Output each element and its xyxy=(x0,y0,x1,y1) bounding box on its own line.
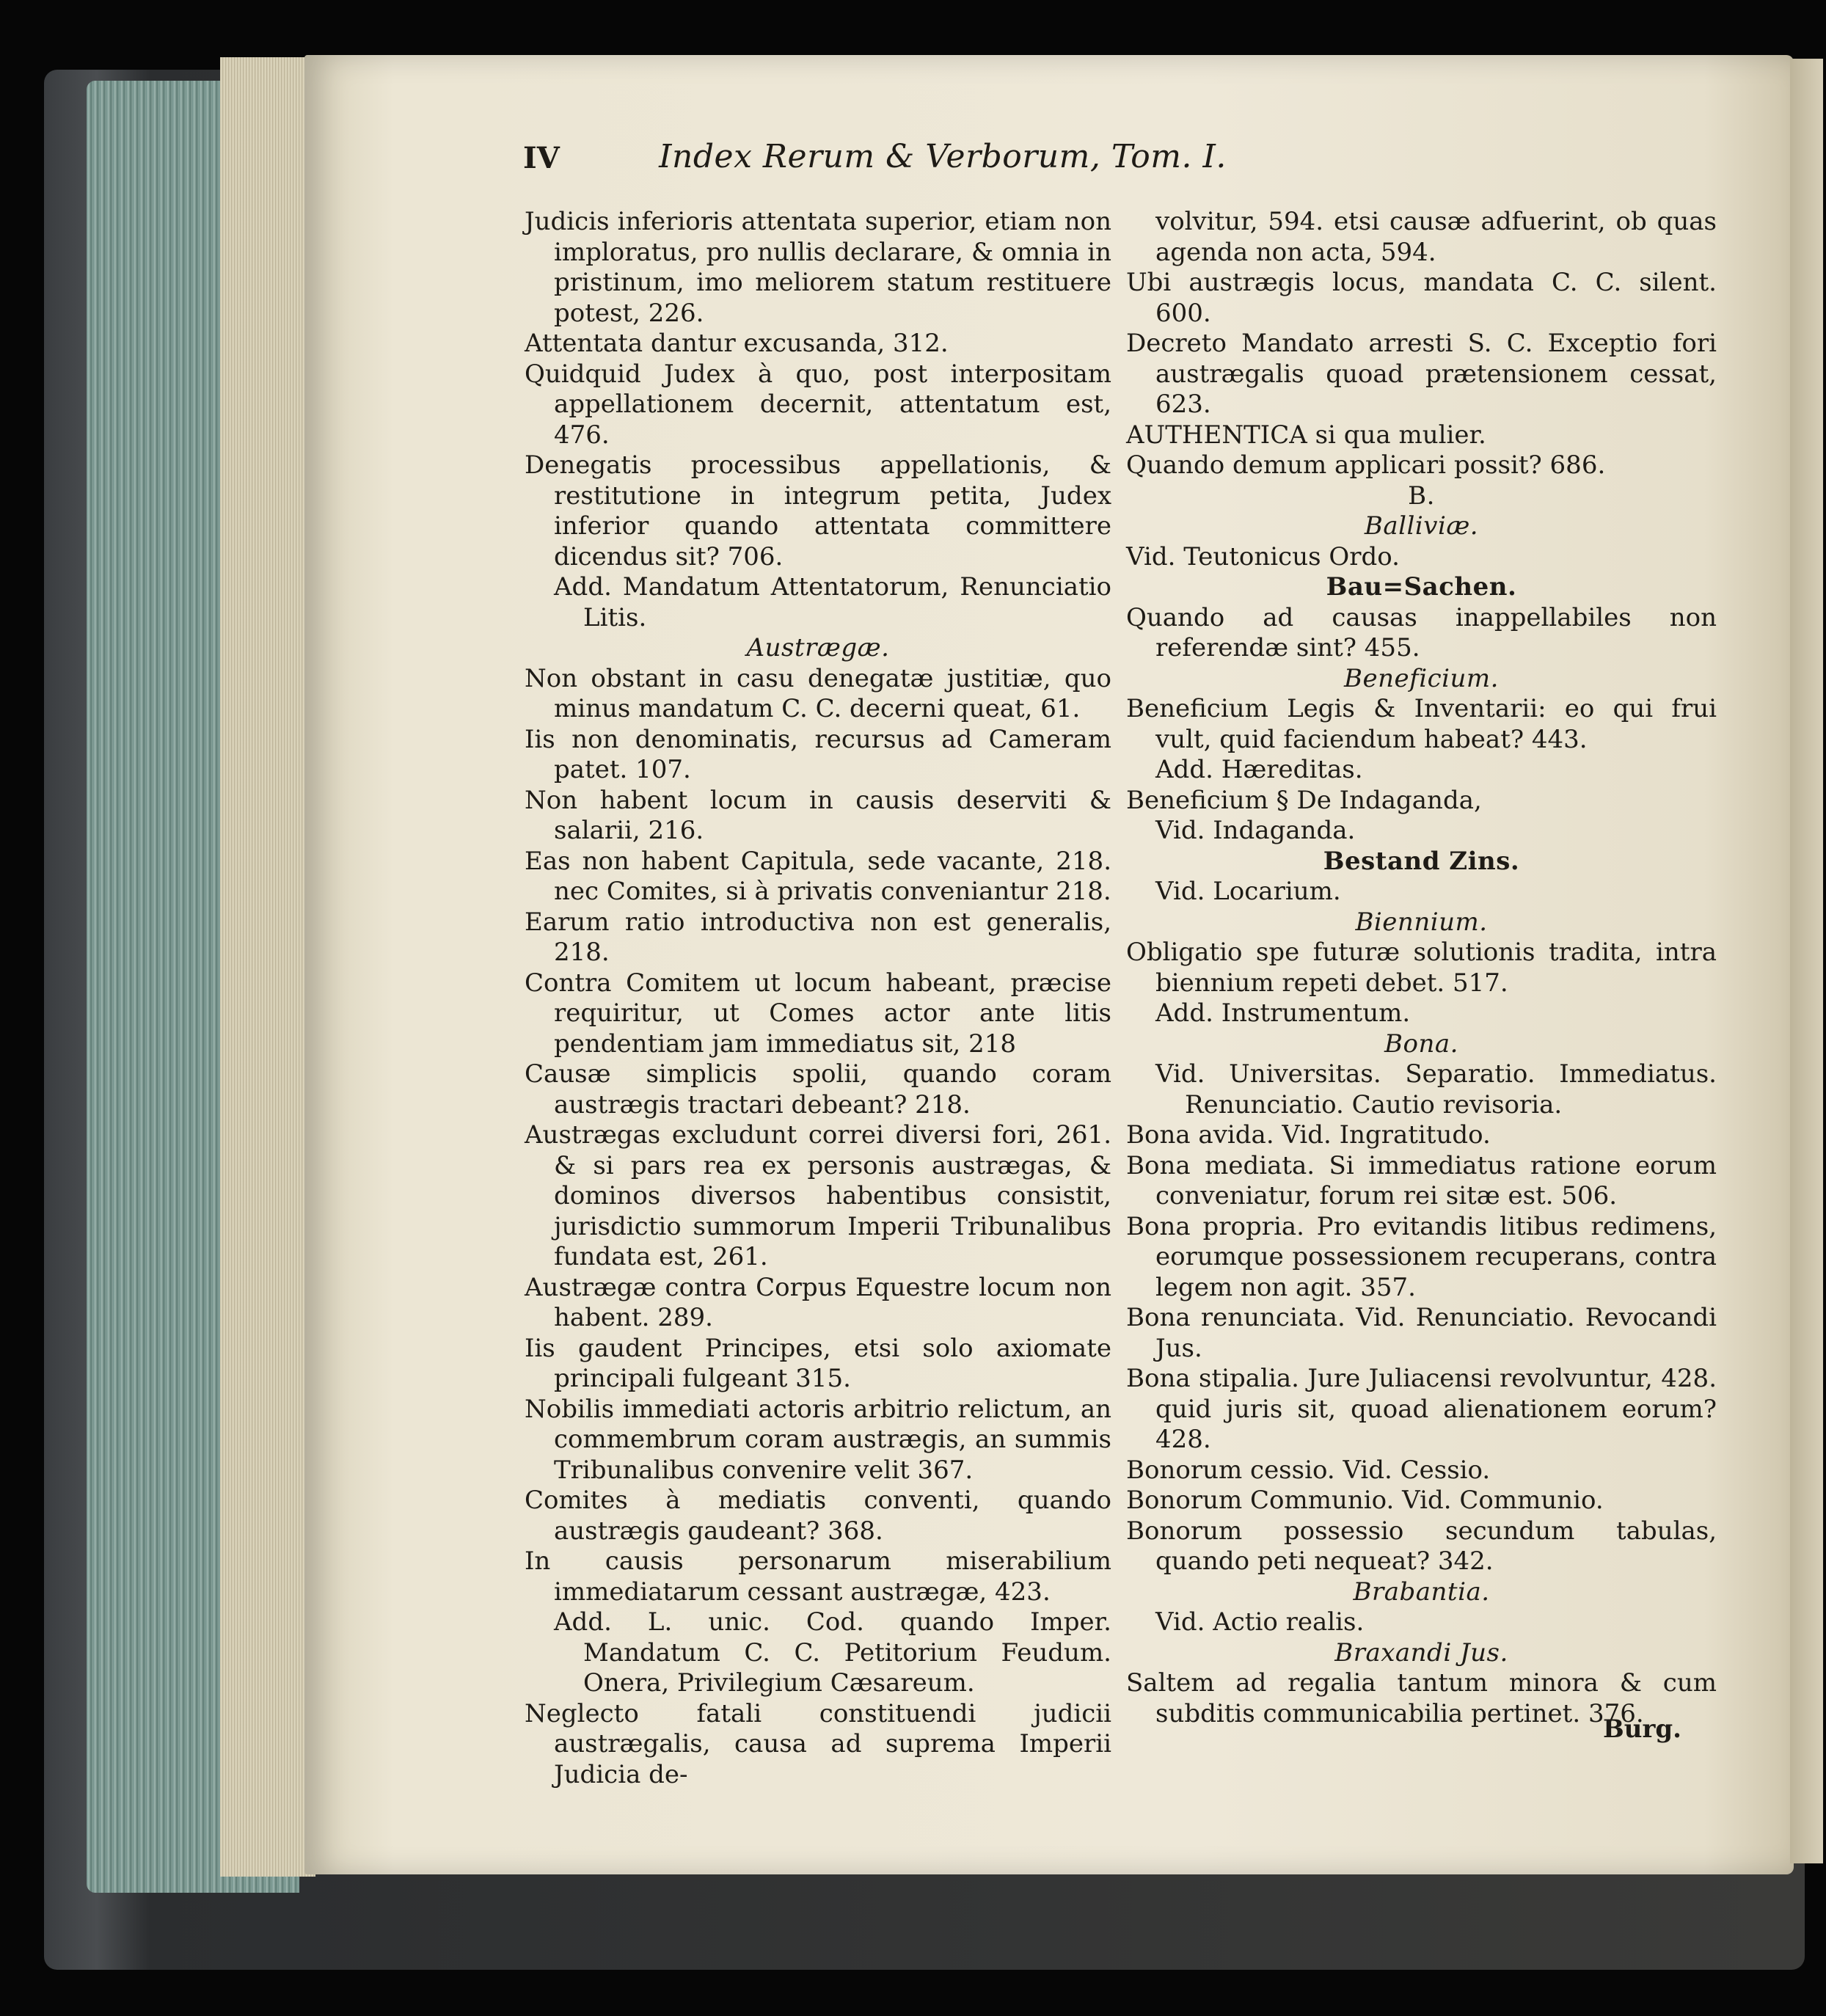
left-index-entry: Denegatis processibus appellationis, & restitutione in integrum petita, Judex inferior quando attentata committere dicendus sit? 706. xyxy=(525,450,1111,571)
right-index-entry: Quando demum applicari possit? 686. xyxy=(1126,450,1606,480)
left-section-heading: Austrægæ. xyxy=(746,633,890,662)
page-number: IV xyxy=(523,141,560,175)
right-index-entry: Bonorum Communio. Vid. Communio. xyxy=(1126,1486,1604,1515)
right-section-heading: Balliviæ. xyxy=(1364,511,1479,541)
right-section-heading: Beneficium. xyxy=(1344,663,1499,693)
left-index-entry: Quidquid Judex à quo, post interpositam appellationem decernit, attentatum est, 476. xyxy=(525,359,1111,450)
left-index-entry: Comites à mediatis conventi, quando austrægis gaudeant? 368. xyxy=(525,1486,1111,1546)
left-index-entry: Non habent locum in causis deserviti & salarii, 216. xyxy=(525,785,1111,845)
right-index-entry: Quando ad causas inappellabiles non referendæ sint? 455. xyxy=(1126,602,1717,662)
right-index-entry: Bona avida. Vid. Ingratitudo. xyxy=(1126,1120,1491,1150)
right-section-heading: Braxandi Jus. xyxy=(1334,1637,1508,1668)
left-index-entry: Causæ simplicis spolii, quando coram austrægis tractari debeant? 218. xyxy=(525,1059,1111,1120)
right-section-heading: Brabantia. xyxy=(1353,1577,1490,1607)
right-cross-reference: Vid. Indaganda. xyxy=(1155,816,1356,845)
right-index-entry: Saltem ad regalia tantum minora & cum subditis communicabilia pertinet. 376. xyxy=(1126,1668,1717,1728)
right-cross-reference: Add. Instrumentum. xyxy=(1155,998,1411,1028)
right-index-entry: Vid. Teutonicus Ordo. xyxy=(1126,541,1400,571)
left-cross-reference: Add. L. unic. Cod. quando Imper. Mandatum C. C. Petitorium Feudum. Onera, Privilegium Cæsareum. xyxy=(554,1607,1111,1698)
right-index-entry: Bona mediata. Si immediatus ratione eorum conveniatur, forum rei sitæ est. 506. xyxy=(1126,1150,1717,1210)
index-column-right xyxy=(1126,207,1717,1733)
right-section-heading: Bona. xyxy=(1384,1029,1458,1059)
right-index-entry: Bona stipalia. Jure Juliacensi revolvuntur, 428. quid juris sit, quoad alienationem eorum? 428. xyxy=(1126,1364,1717,1454)
right-index-entry: Obligatio spe futuræ solutionis tradita, intra biennium repeti debet. 517. xyxy=(1126,938,1717,998)
left-index-entry: Austrægas excludunt correi diversi fori, 261. & si pars rea ex personis austrægas, & dominos diversos habentibus consistit, jurisdictio summorum Imperii Tribunalibus fundata est, 261. xyxy=(525,1120,1111,1271)
right-index-entry: Bonorum possessio secundum tabulas, quando peti nequeat? 342. xyxy=(1126,1516,1717,1576)
right-index-entry: Decreto Mandato arresti S. C. Exceptio fori austrægalis quoad prætensionem cessat, 623. xyxy=(1126,329,1717,419)
right-cross-reference: Vid. Actio realis. xyxy=(1155,1607,1365,1637)
right-section-heading: Bestand Zins. xyxy=(1323,846,1520,876)
index-column-left xyxy=(525,207,1111,1789)
left-index-entry: Attentata dantur excusanda, 312. xyxy=(525,329,949,358)
left-index-entry: Austrægæ contra Corpus Equestre locum non habent. 289. xyxy=(525,1272,1111,1332)
running-head-title: Index Rerum & Verborum, Tom. I. xyxy=(659,138,1227,175)
right-index-entry: Ubi austrægis locus, mandata C. C. silent. 600. xyxy=(1126,268,1717,328)
right-cross-reference: Vid. Locarium. xyxy=(1155,877,1341,906)
left-index-entry: Non obstant in casu denegatæ justitiæ, quo minus mandatum C. C. decerni queat, 61. xyxy=(525,663,1111,723)
right-section-heading: Biennium. xyxy=(1355,907,1488,937)
left-index-entry: Earum ratio introductiva non est generalis, 218. xyxy=(525,907,1111,967)
left-index-entry: Contra Comitem ut locum habeant, præcise requiritur, ut Comes actor ante litis pendentiam jam immediatus sit, 218 xyxy=(525,968,1111,1059)
right-letter-heading: B. xyxy=(1408,481,1435,511)
right-index-entry: Bona renunciata. Vid. Renunciatio. Revocandi Jus. xyxy=(1126,1303,1717,1363)
right-index-entry: Bonorum cessio. Vid. Cessio. xyxy=(1126,1455,1491,1485)
catchword: Burg. xyxy=(1603,1714,1681,1744)
right-section-heading: Bau=Sachen. xyxy=(1326,572,1517,602)
left-index-entry: Nobilis immediati actoris arbitrio relictum, an commembrum coram austrægis, an summis Tribunalibus convenire velit 367. xyxy=(525,1394,1111,1485)
left-index-entry: In causis personarum miserabilium immediatarum cessant austrægæ, 423. xyxy=(525,1546,1111,1607)
right-index-entry: AUTHENTICA si qua mulier. xyxy=(1126,420,1486,450)
right-index-entry: Beneficium § De Indaganda, xyxy=(1126,785,1482,815)
right-index-entry: Bona propria. Pro evitandis litibus redimens, eorumque possessionem recuperans, contra legem non agit. 357. xyxy=(1126,1211,1717,1302)
left-index-entry: Judicis inferioris attentata superior, etiam non imploratus, pro nullis declarare, & omnia in pristinum, imo meliorem statum restituere potest, 226. xyxy=(525,207,1111,328)
right-cross-reference: Add. Hæreditas. xyxy=(1155,755,1363,784)
right-index-entry: Beneficium Legis & Inventarii: eo qui frui vult, quid faciendum habeat? 443. xyxy=(1126,694,1717,754)
left-index-entry: Iis gaudent Principes, etsi solo axiomate principali fulgeant 315. xyxy=(525,1333,1111,1393)
left-index-entry: Neglecto fatali constituendi judicii austrægalis, causa ad suprema Imperii Judicia de- xyxy=(525,1698,1111,1789)
right-cross-reference: Vid. Universitas. Separatio. Immediatus. Renunciatio. Cautio revisoria. xyxy=(1155,1059,1717,1120)
left-index-entry: Eas non habent Capitula, sede vacante, 218. nec Comites, si à privatis conveniantur 218. xyxy=(525,846,1111,906)
left-index-entry: Iis non denominatis, recursus ad Cameram patet. 107. xyxy=(525,724,1111,784)
left-cross-reference: Add. Mandatum Attentatorum, Renunciatio Litis. xyxy=(554,572,1111,632)
right-entry-continuation: volvitur, 594. etsi causæ adfuerint, ob quas agenda non acta, 594. xyxy=(1155,207,1717,267)
